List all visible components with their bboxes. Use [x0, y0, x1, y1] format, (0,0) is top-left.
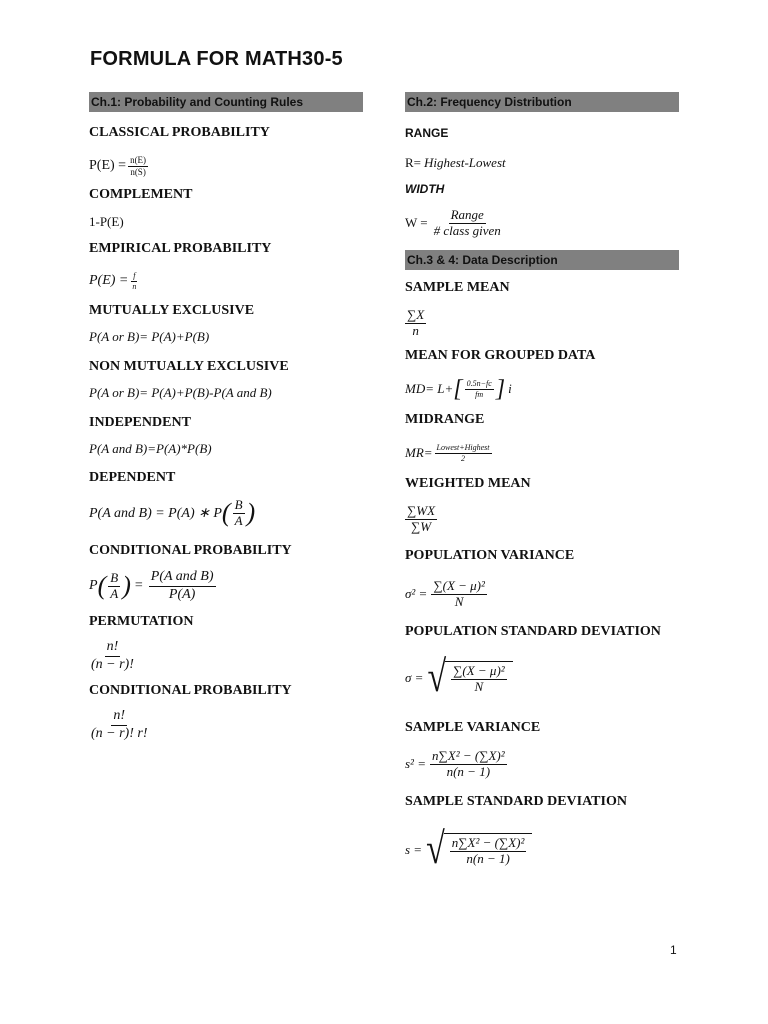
- heading-complement: COMPLEMENT: [89, 187, 193, 202]
- heading-permutation: PERMUTATION: [89, 614, 194, 629]
- numerator: 0.5n−fc: [466, 379, 492, 389]
- section-header-ch2: Ch.2: Frequency Distribution: [405, 92, 679, 112]
- formula-lhs: P(A and B) = P(A) ∗ P: [89, 505, 222, 521]
- heading-mean-grouped-data: MEAN FOR GROUPED DATA: [405, 348, 596, 363]
- right-column: [405, 92, 679, 881]
- left-paren: (: [97, 571, 107, 600]
- left-paren: (: [221, 498, 231, 527]
- formula-sample-mean: [405, 301, 679, 345]
- heading-combination: CONDITIONAL PROBABILITY: [89, 683, 292, 698]
- heading-width: WIDTH: [405, 182, 445, 196]
- heading-range: RANGE: [405, 126, 449, 140]
- heading-sample-standard-deviation: SAMPLE STANDARD DEVIATION: [405, 794, 627, 809]
- formula-sample-standard-deviation: [405, 819, 679, 881]
- heading-dependent: DEPENDENT: [89, 470, 176, 485]
- heading-mutually-exclusive: MUTUALLY EXCLUSIVE: [89, 303, 255, 318]
- fraction: [450, 836, 527, 867]
- numerator: ∑WX: [407, 502, 436, 518]
- denominator: A: [234, 512, 243, 528]
- formula-lhs: σ =: [405, 670, 424, 685]
- numerator: B: [234, 496, 243, 512]
- radical-sign: √: [426, 825, 445, 874]
- formula-dependent: [89, 492, 363, 534]
- formula-mean-grouped-data: [405, 369, 679, 409]
- fraction: [432, 208, 503, 239]
- formula-mutually-exclusive: P(A or B)= P(A)+P(B): [89, 329, 210, 344]
- numerator: Lowest+Highest: [436, 443, 490, 453]
- heading-empirical-probability: EMPIRICAL PROBABILITY: [89, 241, 272, 256]
- numerator: n(E): [130, 155, 147, 166]
- heading-sample-mean: SAMPLE MEAN: [405, 280, 510, 295]
- fraction: [89, 708, 150, 741]
- heading-population-standard-deviation: POPULATION STANDARD DEVIATION: [405, 624, 661, 639]
- radical-sign: √: [427, 653, 447, 702]
- formula-non-mutually-exclusive: P(A or B)= P(A)+P(B)-P(A and B): [89, 385, 272, 400]
- formula-lhs: W =: [405, 215, 428, 230]
- formula-lhs: MR=: [405, 445, 433, 460]
- numerator: ∑(X − μ)²: [453, 663, 505, 678]
- formula-lhs: σ² =: [405, 586, 428, 601]
- denominator: N: [474, 678, 484, 694]
- denominator: ∑W: [410, 518, 432, 534]
- formula-sample-variance: [405, 741, 679, 787]
- right-paren: ): [246, 498, 256, 527]
- formula-lhs: s² =: [405, 756, 426, 771]
- formula-population-standard-deviation: [405, 647, 679, 709]
- formula-rhs: Highest-Lowest: [424, 155, 506, 170]
- fraction: [233, 498, 245, 529]
- page-number: 1: [670, 943, 677, 957]
- numerator: n!: [105, 639, 121, 656]
- denominator: (n − r)!: [91, 656, 134, 672]
- denominator: n(n − 1): [446, 763, 491, 779]
- fraction: [435, 443, 492, 462]
- formula-range: [405, 152, 679, 174]
- formula-independent: P(A and B)=P(A)*P(B): [89, 441, 212, 456]
- formula-weighted-mean: [405, 497, 679, 541]
- numerator: f: [133, 271, 136, 281]
- denominator: (n − r)! r!: [91, 725, 148, 741]
- formula-conditional-probability: [89, 565, 363, 607]
- heading-population-variance: POPULATION VARIANCE: [405, 548, 575, 563]
- heading-independent: INDEPENDENT: [89, 415, 191, 430]
- square-root: [426, 825, 532, 874]
- fraction: [128, 155, 148, 177]
- right-bracket: ]: [495, 376, 506, 402]
- section-header-ch3-4: Ch.3 & 4: Data Description: [405, 250, 679, 270]
- formula-empirical-probability: [89, 266, 363, 296]
- formula-lhs: P(E) =: [89, 158, 127, 173]
- formula-midrange: [405, 437, 679, 469]
- radicand: [445, 661, 513, 695]
- right-paren: ): [122, 571, 131, 600]
- fraction: [149, 569, 216, 602]
- numerator: B: [110, 569, 119, 585]
- fraction: [130, 271, 138, 290]
- fraction: [430, 749, 507, 780]
- formula-classical-probability: [89, 150, 363, 182]
- formula-lhs: P(E) =: [89, 273, 129, 288]
- fraction: [465, 379, 494, 398]
- heading-classical-probability: CLASSICAL PROBABILITY: [89, 125, 270, 140]
- page-title: FORMULA FOR MATH30-5: [90, 48, 343, 70]
- numerator: n∑X² − (∑X)²: [451, 835, 525, 850]
- heading-non-mutually-exclusive: NON MUTUALLY EXCLUSIVE: [89, 359, 289, 374]
- denominator: A: [110, 585, 119, 601]
- formula-combination: [89, 705, 363, 745]
- radicand: [444, 833, 533, 867]
- formula-p: P: [89, 578, 98, 593]
- formula-tail: i: [508, 381, 512, 396]
- fraction: [405, 308, 426, 339]
- left-column: [89, 92, 363, 745]
- numerator: ∑(X − μ)²: [433, 577, 485, 593]
- section-header-ch1: Ch.1: Probability and Counting Rules: [89, 92, 363, 112]
- denominator: 2: [461, 453, 466, 463]
- denominator: P(A): [168, 586, 196, 602]
- numerator: n∑X² − (∑X)²: [431, 747, 505, 763]
- formula-complement: 1-P(E): [89, 214, 124, 229]
- formula-lhs: MD= L+: [405, 381, 454, 396]
- heading-conditional-probability: CONDITIONAL PROBABILITY: [89, 543, 292, 558]
- fraction: [89, 639, 136, 672]
- numerator: P(A and B): [149, 569, 216, 586]
- formula-width: [405, 202, 679, 244]
- denominator: n: [412, 322, 419, 338]
- denominator: n(S): [130, 166, 146, 177]
- formula-lhs: R=: [405, 155, 422, 170]
- numerator: n!: [111, 708, 127, 725]
- denominator: # class given: [433, 222, 501, 238]
- square-root: [427, 653, 512, 702]
- fraction: [405, 504, 437, 535]
- denominator: fm: [475, 389, 484, 399]
- left-bracket: [: [453, 376, 463, 402]
- fraction: [431, 579, 487, 610]
- denominator: N: [454, 593, 464, 609]
- equals: =: [134, 578, 143, 593]
- fraction: [451, 664, 507, 695]
- denominator: n: [132, 281, 137, 291]
- formula-lhs: s =: [405, 842, 423, 857]
- numerator: Range: [450, 206, 484, 222]
- formula-permutation: [89, 636, 363, 676]
- fraction-inner: [108, 571, 120, 602]
- formula-population-variance: [405, 571, 679, 617]
- heading-weighted-mean: WEIGHTED MEAN: [405, 476, 531, 491]
- denominator: n(n − 1): [466, 850, 510, 866]
- heading-sample-variance: SAMPLE VARIANCE: [405, 720, 541, 735]
- heading-midrange: MIDRANGE: [405, 412, 485, 427]
- numerator: ∑X: [407, 306, 425, 322]
